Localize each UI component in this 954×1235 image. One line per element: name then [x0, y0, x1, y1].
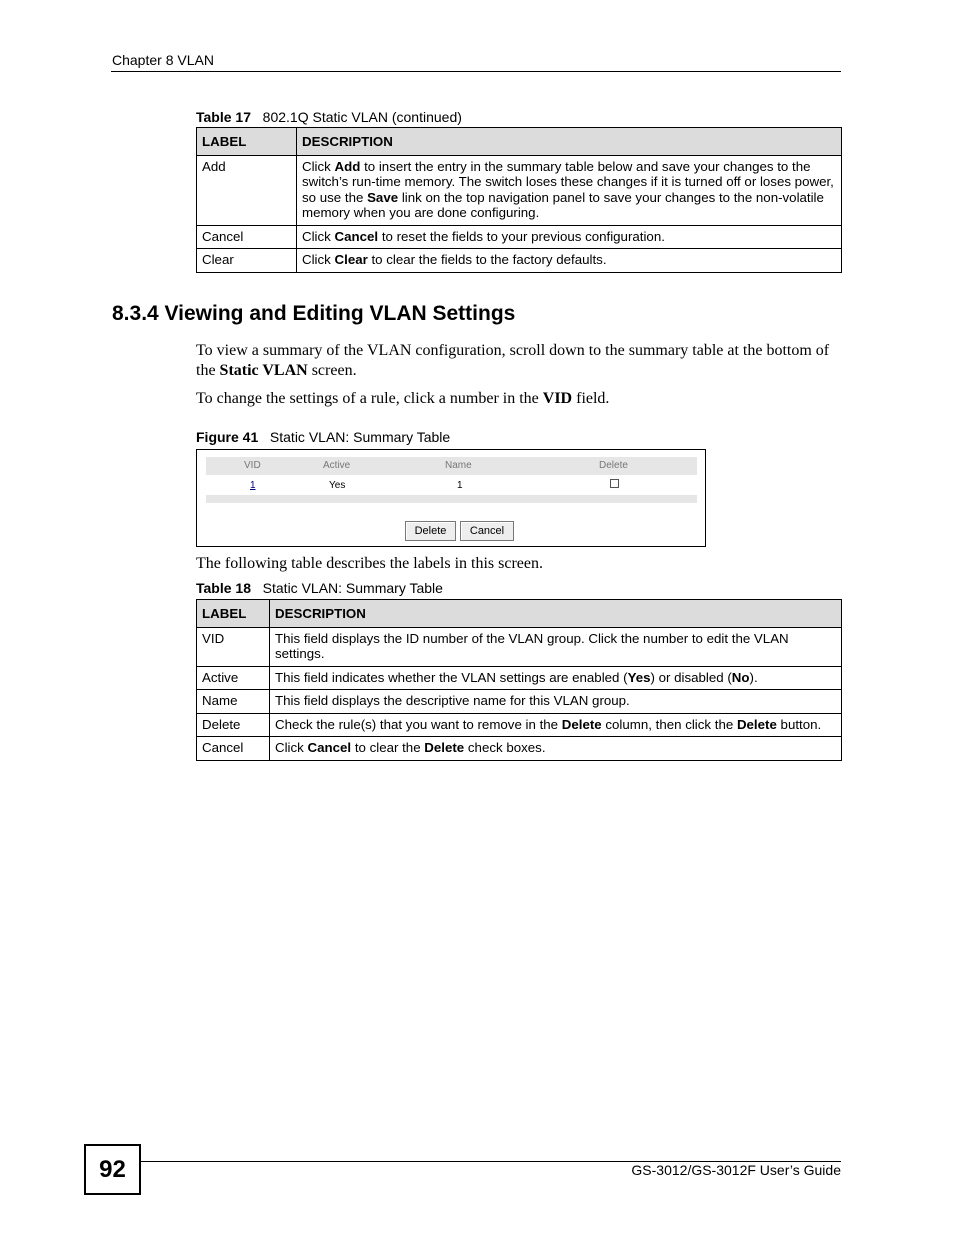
desc-text: This field indicates whether the VLAN settings are enabled (: [275, 669, 628, 685]
para-text: To view a summary of the VLAN configuration, scroll down to the summary table at the bottom of the: [196, 342, 830, 379]
table-row: [197, 666, 842, 690]
table-row: [197, 713, 842, 737]
table-row: [197, 737, 842, 761]
figure41-caption-text: Static VLAN: Summary Table: [269, 429, 451, 445]
summary-footer-bar: [206, 495, 697, 503]
desc-bold: No: [731, 669, 750, 685]
row-description: [270, 713, 842, 737]
row-label: Cancel: [197, 737, 270, 761]
row-description: [270, 737, 842, 761]
row-label: Add: [197, 155, 297, 225]
vid-link[interactable]: 1: [250, 480, 256, 491]
delete-checkbox[interactable]: [610, 479, 619, 488]
row-description: [297, 249, 842, 273]
table-row: [197, 249, 842, 273]
desc-text: ).: [749, 669, 758, 685]
col-label-header: LABEL: [197, 128, 297, 156]
vid-header: VID: [244, 460, 261, 471]
desc-text: to insert the entry in the summary table below and save your changes to the switch’s run-time memory. The switch loses these changes if it is turned off or loses power, so use the: [302, 158, 834, 205]
desc-text: button.: [776, 716, 822, 732]
table18: [196, 599, 842, 761]
col-description-header: DESCRIPTION: [270, 600, 842, 628]
row-description: [270, 666, 842, 690]
active-value: Yes: [329, 480, 346, 491]
table-row: [197, 690, 842, 714]
row-description: [297, 225, 842, 249]
row-label: Cancel: [197, 225, 297, 249]
guide-title: GS-3012/GS-3012F User’s Guide: [631, 1162, 841, 1178]
paragraph-summary: [196, 341, 836, 381]
table18-caption: [196, 580, 443, 596]
table17: [196, 127, 842, 273]
figure41-caption-label: Figure 41: [196, 429, 259, 445]
header-rule: [111, 71, 841, 72]
desc-bold: Delete: [736, 716, 777, 732]
row-label: VID: [197, 627, 270, 666]
chapter-header: Chapter 8 VLAN: [112, 52, 214, 68]
desc-text: to clear the fields to the factory defaults.: [367, 252, 607, 267]
desc-text: to reset the fields to your previous configuration.: [378, 228, 665, 244]
summary-table-screenshot: [196, 449, 706, 547]
desc-text: Click: [302, 252, 335, 267]
table18-caption-text: Static VLAN: Summary Table: [262, 580, 443, 596]
delete-button[interactable]: Delete: [405, 521, 456, 541]
para-bold: Static VLAN: [219, 362, 308, 379]
table17-caption-text: 802.1Q Static VLAN (continued): [262, 109, 462, 125]
para-text: field.: [572, 390, 610, 407]
desc-bold: Delete: [561, 716, 602, 732]
summary-header-row: [206, 457, 697, 475]
active-header: Active: [323, 460, 351, 471]
row-label: Active: [197, 666, 270, 690]
row-label: Name: [197, 690, 270, 714]
figure41-caption: [196, 429, 450, 445]
col-label-header: LABEL: [197, 600, 270, 628]
desc-text: link on the top navigation panel to save your changes to the non-volatile memory when you are done configuring.: [302, 189, 824, 220]
desc-text: Check the rule(s) that you want to remove in the: [275, 716, 562, 732]
desc-text: Click: [302, 228, 335, 244]
row-label: Clear: [197, 249, 297, 273]
summary-row: [206, 475, 697, 496]
desc-bold: Delete: [424, 740, 465, 755]
row-description: [270, 627, 842, 666]
para-text: screen.: [307, 362, 357, 379]
row-label: Delete: [197, 713, 270, 737]
cancel-button[interactable]: Cancel: [460, 521, 514, 541]
col-description-header: DESCRIPTION: [297, 128, 842, 156]
table-header-row: [197, 128, 842, 156]
desc-text: This field displays the descriptive name for this VLAN group.: [275, 693, 630, 708]
desc-text: ) or disabled (: [650, 669, 732, 685]
intro-text: The following table describes the labels in this screen.: [196, 555, 544, 572]
desc-bold: Cancel: [334, 228, 379, 244]
desc-text: Click: [302, 158, 335, 174]
desc-text: check boxes.: [464, 740, 546, 755]
desc-text: to clear the: [351, 740, 425, 755]
table18-caption-label: Table 18: [196, 580, 251, 596]
delete-header: Delete: [599, 460, 628, 471]
table-row: [197, 225, 842, 249]
desc-bold: Add: [334, 158, 361, 174]
paragraph-change: [196, 389, 836, 409]
desc-text: column, then click the: [601, 716, 737, 732]
para-bold: VID: [542, 390, 573, 407]
table-row: [197, 155, 842, 225]
desc-text: Click: [275, 740, 308, 755]
para-text: To change the settings of a rule, click a number in the: [196, 390, 543, 407]
desc-bold: Cancel: [307, 740, 352, 755]
table17-caption-label: Table 17: [196, 109, 251, 125]
desc-text: This field displays the ID number of the VLAN group. Click the number to edit the VLAN settings.: [275, 630, 789, 661]
name-value: 1: [457, 480, 463, 491]
desc-bold: Yes: [627, 669, 651, 685]
table17-caption: [196, 109, 462, 125]
page-number: 92: [84, 1144, 141, 1195]
name-header: Name: [445, 460, 472, 471]
desc-bold: Clear: [334, 252, 368, 267]
desc-bold: Save: [367, 189, 399, 205]
table-header-row: [197, 600, 842, 628]
table-row: [197, 627, 842, 666]
row-description: [270, 690, 842, 714]
section-title: 8.3.4 Viewing and Editing VLAN Settings: [112, 302, 516, 325]
row-description: [297, 155, 842, 225]
